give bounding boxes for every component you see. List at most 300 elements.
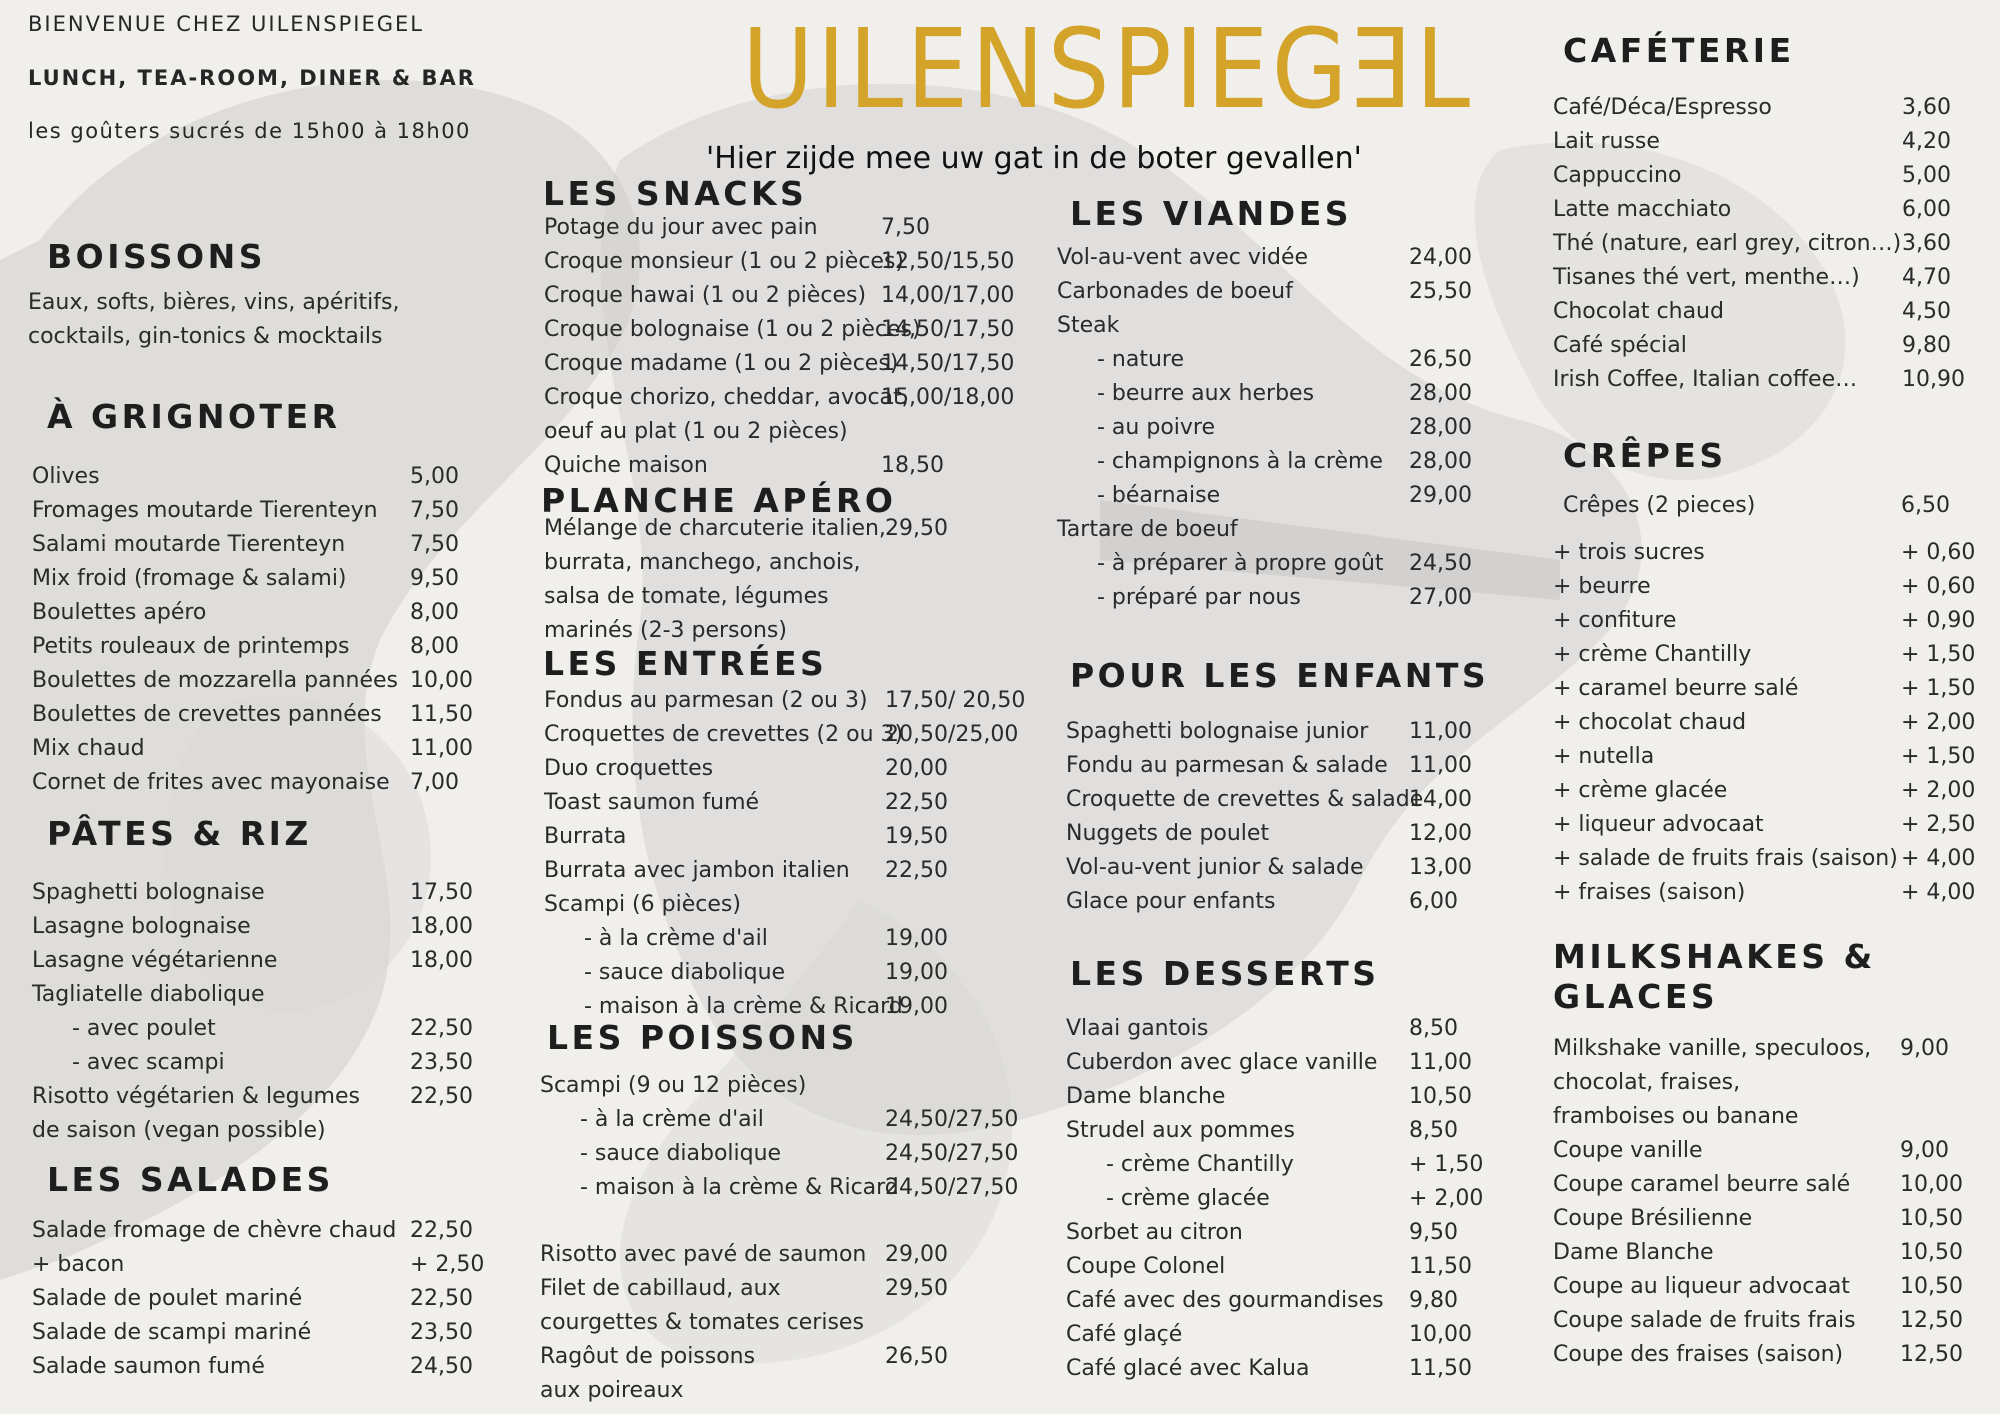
item-price: 15,00/18,00 — [881, 385, 1015, 410]
item-name: chocolat, fraises, — [1553, 1070, 1741, 1095]
item-name: Mix froid (fromage & salami) — [32, 566, 347, 591]
item-price: 9,00 — [1900, 1138, 1949, 1163]
viandes-title: LES VIANDES — [1070, 194, 1353, 233]
salades-list — [32, 1214, 485, 1384]
item-price: 3,60 — [1902, 231, 1951, 256]
item-name: Strudel aux pommes — [1066, 1118, 1295, 1143]
grignoter-list — [32, 460, 472, 800]
list-item — [1057, 241, 1477, 275]
item-price: 28,00 — [1409, 415, 1472, 440]
list-item — [1553, 193, 1973, 227]
item-price: 17,50 — [410, 880, 473, 905]
item-name: + liqueur advocaat — [1553, 812, 1764, 837]
list-item — [1066, 817, 1486, 851]
item-name: Coupe caramel beurre salé — [1553, 1172, 1851, 1197]
item-name: Mix chaud — [32, 736, 145, 761]
item-price: 20,50/25,00 — [885, 722, 1019, 747]
list-item — [32, 528, 472, 562]
item-price: 9,50 — [1409, 1220, 1458, 1245]
item-name: Chocolat chaud — [1553, 299, 1724, 324]
list-item — [1553, 706, 1976, 740]
item-name: Boulettes de mozzarella pannées — [32, 668, 399, 693]
list-item — [1057, 309, 1477, 343]
item-name: Carbonades de boeuf — [1057, 279, 1293, 304]
list-item — [1066, 1182, 1486, 1216]
crepes-supplements-list — [1553, 536, 1976, 910]
item-price: 29,00 — [885, 1242, 948, 1267]
item-price: 22,50 — [885, 858, 948, 883]
intro-welcome: BIENVENUE CHEZ UILENSPIEGEL — [28, 12, 424, 36]
item-name: + salade de fruits frais (saison) — [1553, 846, 1898, 871]
intro-gouters: les goûters sucrés de 15h00 à 18h00 — [28, 119, 471, 143]
item-price: 4,50 — [1902, 299, 1951, 324]
list-item — [32, 876, 472, 910]
item-name: Milkshake vanille, speculoos, — [1553, 1036, 1872, 1061]
item-name: Fondus au parmesan (2 ou 3) — [544, 688, 868, 713]
item-name: Cappuccino — [1553, 163, 1682, 188]
item-price: 23,50 — [410, 1320, 473, 1345]
item-price: 18,00 — [410, 914, 473, 939]
item-price: 24,50/27,50 — [885, 1175, 1019, 1200]
list-item — [32, 1316, 472, 1350]
list-item — [1066, 1250, 1486, 1284]
poissons-title: LES POISSONS — [547, 1018, 858, 1057]
list-item — [544, 956, 1024, 990]
item-price: 10,90 — [1902, 367, 1965, 392]
item-name: Croque monsieur (1 ou 2 pièces) — [544, 249, 904, 274]
item-price: + 1,50 — [1409, 1152, 1484, 1177]
item-name: Tartare de boeuf — [1057, 517, 1238, 542]
item-price: 8,50 — [1409, 1016, 1458, 1041]
list-item — [1553, 227, 1973, 261]
list-item — [544, 512, 1024, 546]
item-name: Nuggets de poulet — [1066, 821, 1270, 846]
milkshakes-list — [1553, 1032, 1973, 1372]
milkshakes-title-line2: GLACES — [1553, 977, 1719, 1016]
item-price: 24,50 — [410, 1354, 473, 1379]
list-item — [1057, 479, 1477, 513]
list-item — [32, 1214, 472, 1248]
item-name: Lasagne végétarienne — [32, 948, 278, 973]
list-item — [544, 381, 1024, 415]
item-price: 9,00 — [1900, 1036, 1949, 1061]
item-name: Café/Déca/Espresso — [1553, 95, 1772, 120]
item-name: Risotto végétarien & legumes — [32, 1084, 360, 1109]
list-item — [1553, 1236, 1973, 1270]
item-price: 19,00 — [885, 994, 948, 1019]
item-name: Crêpes (2 pieces) — [1563, 493, 1756, 518]
item-name: - champignons à la crème — [1097, 449, 1383, 474]
item-price: 6,00 — [1902, 197, 1951, 222]
list-item — [32, 944, 472, 978]
item-name: - maison à la crème & Ricard — [580, 1175, 899, 1200]
list-item — [1066, 715, 1486, 749]
list-item — [544, 313, 1024, 347]
list-item — [32, 1350, 472, 1384]
item-name: Croque madame (1 ou 2 pièces) — [544, 351, 899, 376]
item-price: 19,00 — [885, 960, 948, 985]
item-price: 7,00 — [410, 770, 459, 795]
item-name: Salade saumon fumé — [32, 1354, 265, 1379]
list-item — [1553, 604, 1976, 638]
item-name: + crème glacée — [1553, 778, 1728, 803]
item-price: 4,70 — [1902, 265, 1951, 290]
list-item — [1553, 638, 1976, 672]
item-price: + 1,50 — [1901, 642, 1976, 667]
list-item — [1553, 876, 1976, 910]
item-price: + 0,90 — [1901, 608, 1976, 633]
list-item — [544, 718, 1024, 752]
item-name: Thé (nature, earl grey, citron…) — [1553, 231, 1902, 256]
item-price: 22,50 — [410, 1218, 473, 1243]
item-price: 8,00 — [410, 600, 459, 625]
item-price: + 1,50 — [1901, 744, 1976, 769]
item-price: 24,50/27,50 — [885, 1141, 1019, 1166]
item-price: 29,50 — [885, 516, 948, 541]
item-name: Coupe Colonel — [1066, 1254, 1226, 1279]
pates-title: PÂTES & RIZ — [47, 814, 312, 853]
list-item — [32, 562, 472, 596]
item-name: marinés (2-3 persons) — [544, 618, 787, 643]
item-name: + chocolat chaud — [1553, 710, 1747, 735]
item-name: aux poireaux — [540, 1378, 684, 1403]
item-price: 29,50 — [885, 1276, 948, 1301]
list-item — [32, 1012, 472, 1046]
list-item — [540, 1069, 1020, 1103]
item-price: 10,00 — [1900, 1172, 1963, 1197]
list-item — [1057, 581, 1477, 615]
list-item — [544, 888, 1024, 922]
item-name: Irish Coffee, Italian coffee… — [1553, 367, 1858, 392]
item-price: 9,80 — [1409, 1288, 1458, 1313]
item-price: 24,50/27,50 — [885, 1107, 1019, 1132]
list-item — [544, 580, 1024, 614]
list-item — [540, 1103, 1020, 1137]
list-item — [1066, 1012, 1486, 1046]
item-name: Mélange de charcuterie italien, — [544, 516, 886, 541]
list-item — [1553, 1168, 1973, 1202]
poissons-list-2 — [540, 1238, 1020, 1408]
item-price: 10,50 — [1900, 1240, 1963, 1265]
item-name: Café avec des gourmandises — [1066, 1288, 1384, 1313]
item-price: 12,00 — [1409, 821, 1472, 846]
item-name: Coupe des fraises (saison) — [1553, 1342, 1844, 1367]
item-name: Cuberdon avec glace vanille — [1066, 1050, 1378, 1075]
item-price: 11,50 — [1409, 1356, 1472, 1381]
planche-title: PLANCHE APÉRO — [541, 481, 897, 520]
item-name: Coupe Brésilienne — [1553, 1206, 1753, 1231]
item-name: - crème glacée — [1106, 1186, 1270, 1211]
item-name: de saison (vegan possible) — [32, 1118, 326, 1143]
snacks-list — [544, 211, 1024, 483]
item-price: + 0,60 — [1901, 540, 1976, 565]
desserts-title: LES DESSERTS — [1070, 954, 1380, 993]
item-name: Croque hawai (1 ou 2 pièces) — [544, 283, 867, 308]
list-item — [1553, 536, 1976, 570]
item-price: 10,00 — [410, 668, 473, 693]
item-price: 14,50/17,50 — [881, 351, 1015, 376]
item-name: courgettes & tomates cerises — [540, 1310, 864, 1335]
item-price: + 4,00 — [1901, 846, 1976, 871]
item-name: Ragôut de poissons — [540, 1344, 756, 1369]
list-item — [1066, 851, 1486, 885]
item-price: 7,50 — [410, 498, 459, 523]
list-item — [32, 596, 472, 630]
entrees-title: LES ENTRÉES — [543, 644, 828, 683]
item-price: 18,00 — [410, 948, 473, 973]
item-price: + 0,60 — [1901, 574, 1976, 599]
list-item — [1553, 329, 1973, 363]
item-price: 25,50 — [1409, 279, 1472, 304]
cafeterie-list — [1553, 91, 1973, 397]
list-item — [1553, 1032, 1973, 1066]
list-item — [32, 630, 472, 664]
list-item — [544, 684, 1024, 718]
item-price: 9,80 — [1902, 333, 1951, 358]
item-name: Dame Blanche — [1553, 1240, 1714, 1265]
list-item — [1057, 275, 1477, 309]
list-item — [1066, 783, 1486, 817]
enfants-list — [1066, 715, 1486, 919]
list-item — [1553, 1304, 1973, 1338]
list-item — [32, 766, 472, 800]
intro-services: LUNCH, TEA-ROOM, DINER & BAR — [28, 66, 476, 90]
boissons-text — [28, 286, 399, 354]
list-item — [1553, 774, 1976, 808]
list-item — [1057, 343, 1477, 377]
list-item — [540, 1238, 1020, 1272]
item-price: 23,50 — [410, 1050, 473, 1075]
item-name: - préparé par nous — [1097, 585, 1301, 610]
list-item — [544, 820, 1024, 854]
item-name: Duo croquettes — [544, 756, 714, 781]
item-price: 5,00 — [410, 464, 459, 489]
item-name: + nutella — [1553, 744, 1655, 769]
list-item — [544, 752, 1024, 786]
item-name: Café glaçé — [1066, 1322, 1183, 1347]
item-price: 22,50 — [410, 1016, 473, 1041]
item-price: 24,00 — [1409, 245, 1472, 270]
list-item — [32, 460, 472, 494]
list-item — [32, 1114, 472, 1148]
list-item — [1057, 513, 1477, 547]
item-price: 10,50 — [1409, 1084, 1472, 1109]
milkshakes-title-line1: MILKSHAKES & — [1553, 937, 1876, 976]
list-item — [1553, 570, 1976, 604]
item-price: 7,50 — [410, 532, 459, 557]
item-name: - sauce diabolique — [580, 1141, 782, 1166]
item-name: - à la crème d'ail — [580, 1107, 764, 1132]
item-name: Cornet de frites avec mayonaise — [32, 770, 390, 795]
item-price: 19,00 — [885, 926, 948, 951]
item-price: + 2,50 — [410, 1252, 485, 1277]
item-price: 13,00 — [1409, 855, 1472, 880]
item-price: 8,50 — [1409, 1118, 1458, 1143]
item-name: Lait russe — [1553, 129, 1660, 154]
item-price: 11,00 — [1409, 753, 1472, 778]
item-price: 20,00 — [885, 756, 948, 781]
item-name: - crème Chantilly — [1106, 1152, 1294, 1177]
item-name: Fromages moutarde Tierenteyn — [32, 498, 378, 523]
item-name: + trois sucres — [1553, 540, 1705, 565]
item-name: + crème Chantilly — [1553, 642, 1752, 667]
crepes-base — [1563, 489, 1983, 523]
list-item — [1066, 1148, 1486, 1182]
boissons-text-line2: cocktails, gin-tonics & mocktails — [28, 324, 383, 349]
item-price: 9,50 — [410, 566, 459, 591]
item-name: Scampi (6 pièces) — [544, 892, 741, 917]
item-price: 26,50 — [1409, 347, 1472, 372]
pates-list — [32, 876, 472, 1148]
item-name: - avec poulet — [72, 1016, 216, 1041]
item-price: 17,50/ 20,50 — [885, 688, 1026, 713]
boissons-title: BOISSONS — [47, 237, 266, 276]
item-price: 14,00/17,00 — [881, 283, 1015, 308]
item-price: 28,00 — [1409, 381, 1472, 406]
list-item — [1553, 842, 1976, 876]
item-price: + 2,50 — [1901, 812, 1976, 837]
item-name: Spaghetti bolognaise junior — [1066, 719, 1369, 744]
item-name: Café glacé avec Kalua — [1066, 1356, 1310, 1381]
item-name: + confiture — [1553, 608, 1677, 633]
item-price: 10,50 — [1900, 1206, 1963, 1231]
list-item — [1553, 363, 1973, 397]
list-item — [1553, 261, 1973, 295]
item-name: - beurre aux herbes — [1097, 381, 1315, 406]
item-name: Vlaai gantois — [1066, 1016, 1209, 1041]
list-item — [1553, 1100, 1973, 1134]
list-item — [1066, 749, 1486, 783]
item-price: 11,00 — [1409, 719, 1472, 744]
item-price: 6,50 — [1901, 493, 1950, 518]
item-name: Croquette de crevettes & salade — [1066, 787, 1424, 812]
item-price: 22,50 — [885, 790, 948, 815]
item-name: Salade de poulet mariné — [32, 1286, 303, 1311]
item-name: burrata, manchego, anchois, — [544, 550, 861, 575]
item-name: + beurre — [1553, 574, 1651, 599]
list-item — [544, 449, 1024, 483]
list-item — [540, 1340, 1020, 1374]
item-price: 12,50/15,50 — [881, 249, 1015, 274]
list-item — [1057, 377, 1477, 411]
item-price: 27,00 — [1409, 585, 1472, 610]
list-item — [1553, 125, 1973, 159]
item-price: 11,50 — [1409, 1254, 1472, 1279]
item-name: - sauce diabolique — [584, 960, 786, 985]
list-item — [32, 978, 472, 1012]
list-item — [1057, 411, 1477, 445]
item-price: + 4,00 — [1901, 880, 1976, 905]
item-price: 22,50 — [410, 1286, 473, 1311]
item-price: 14,50/17,50 — [881, 317, 1015, 342]
list-item — [540, 1272, 1020, 1306]
list-item — [544, 211, 1024, 245]
item-name: - avec scampi — [72, 1050, 225, 1075]
item-price: 12,50 — [1900, 1308, 1963, 1333]
list-item — [32, 1080, 472, 1114]
item-name: + fraises (saison) — [1553, 880, 1746, 905]
item-name: Salami moutarde Tierenteyn — [32, 532, 346, 557]
list-item — [1066, 1080, 1486, 1114]
list-item — [1553, 91, 1973, 125]
salades-title: LES SALADES — [47, 1160, 334, 1199]
list-item — [32, 910, 472, 944]
list-item — [32, 1046, 472, 1080]
list-item — [544, 279, 1024, 313]
list-item — [1553, 159, 1973, 193]
viandes-list — [1057, 241, 1477, 615]
item-name: Coupe au liqueur advocaat — [1553, 1274, 1850, 1299]
list-item — [32, 1282, 472, 1316]
restaurant-logo: UILENSPIEGƎL — [742, 6, 1474, 134]
item-name: framboises ou banane — [1553, 1104, 1799, 1129]
list-item — [32, 698, 472, 732]
list-item — [540, 1137, 1020, 1171]
list-item — [1553, 672, 1976, 706]
poissons-list — [540, 1069, 1020, 1205]
list-item — [1057, 547, 1477, 581]
item-name: Petits rouleaux de printemps — [32, 634, 350, 659]
item-name: Coupe vanille — [1553, 1138, 1703, 1163]
item-name: Boulettes apéro — [32, 600, 207, 625]
item-name: - maison à la crème & Ricard — [584, 994, 903, 1019]
list-item — [544, 546, 1024, 580]
item-price: 11,00 — [1409, 1050, 1472, 1075]
desserts-list — [1066, 1012, 1486, 1386]
item-name: - béarnaise — [1097, 483, 1221, 508]
item-name: Boulettes de crevettes pannées — [32, 702, 382, 727]
cafeterie-title: CAFÉTERIE — [1563, 31, 1795, 70]
item-name: Latte macchiato — [1553, 197, 1732, 222]
item-name: Filet de cabillaud, aux — [540, 1276, 781, 1301]
item-price: 28,00 — [1409, 449, 1472, 474]
list-item — [544, 786, 1024, 820]
list-item — [1066, 1114, 1486, 1148]
entrees-list — [544, 684, 1024, 1024]
list-item — [32, 1248, 485, 1282]
item-price: 12,50 — [1900, 1342, 1963, 1367]
item-name: Fondu au parmesan & salade — [1066, 753, 1388, 778]
item-name: oeuf au plat (1 ou 2 pièces) — [544, 419, 848, 444]
list-item — [32, 664, 472, 698]
item-name: Croquettes de crevettes (2 ou 3) — [544, 722, 904, 747]
list-item — [1553, 808, 1976, 842]
list-item — [544, 415, 1024, 449]
item-price: 5,00 — [1902, 163, 1951, 188]
item-name: + caramel beurre salé — [1553, 676, 1799, 701]
item-name: Croque chorizo, cheddar, avocat, — [544, 385, 909, 410]
list-item — [1057, 445, 1477, 479]
item-price: 19,50 — [885, 824, 948, 849]
item-name: Salade de scampi mariné — [32, 1320, 312, 1345]
snacks-title: LES SNACKS — [543, 174, 808, 213]
item-name: Spaghetti bolognaise — [32, 880, 265, 905]
item-price: 26,50 — [885, 1344, 948, 1369]
item-price: + 2,00 — [1409, 1186, 1484, 1211]
item-name: Burrata avec jambon italien — [544, 858, 850, 883]
list-item — [1066, 1318, 1486, 1352]
item-name: Tisanes thé vert, menthe…) — [1553, 265, 1860, 290]
item-name: Scampi (9 ou 12 pièces) — [540, 1073, 807, 1098]
item-price: 7,50 — [881, 215, 930, 240]
list-item — [1553, 295, 1973, 329]
list-item — [1553, 1338, 1973, 1372]
list-item — [544, 614, 1024, 648]
list-item — [540, 1306, 1020, 1340]
item-price: 14,00 — [1409, 787, 1472, 812]
list-item — [544, 854, 1024, 888]
item-name: Lasagne bolognaise — [32, 914, 251, 939]
